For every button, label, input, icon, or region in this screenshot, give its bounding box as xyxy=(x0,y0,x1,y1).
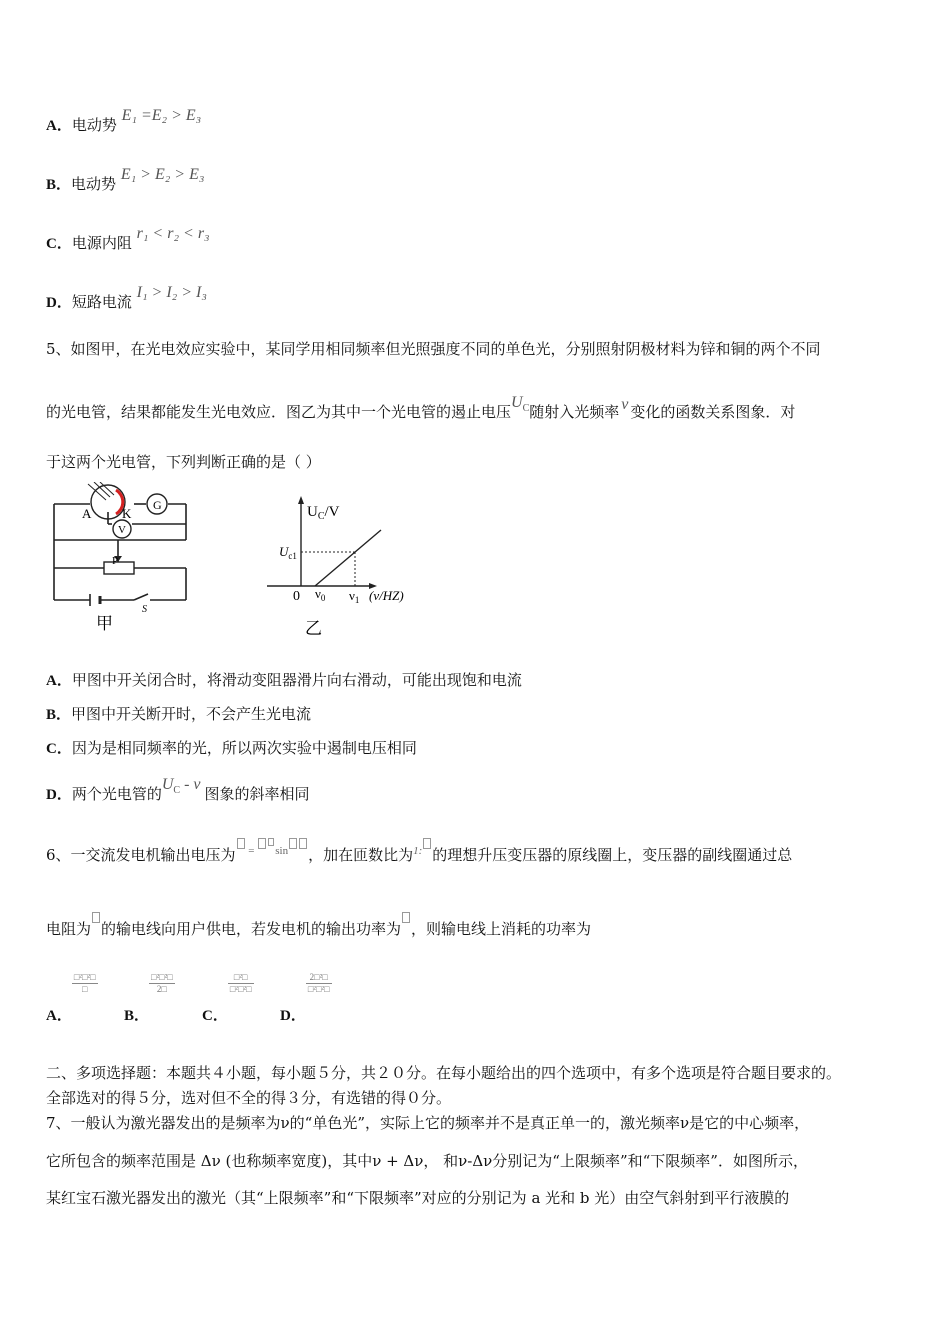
option-expr: I₁ > I₂ > I₃ xyxy=(136,284,207,301)
q4-option-d xyxy=(46,284,207,312)
q6-options xyxy=(46,972,358,1024)
option-fraction xyxy=(149,972,175,995)
nu0-subscript: 0 xyxy=(320,593,326,603)
q5-line-3: 于这两个光电管，下列判断正确的是（ ） xyxy=(46,453,321,471)
q7-line-1: 7、一般认为激光器发出的是频率为ν的“单色光”，实际上它的频率并不是真正单一的，激光频率ν是它的中心频率， xyxy=(46,1114,810,1132)
figure-caption-jia: 甲 xyxy=(96,614,113,632)
cathode-label: K xyxy=(122,506,132,521)
slider-label: P xyxy=(112,555,119,567)
expr-tail: - ν xyxy=(180,776,201,793)
switch-label: S xyxy=(142,604,147,615)
section2-line-1: 二、多项选择题：本题共４小题，每小题５分，共２０分。在每小题给出的四个选项中，有多个选项是符合题目要求的。 xyxy=(46,1064,842,1082)
uc-symbol xyxy=(511,394,530,415)
placeholder-box xyxy=(268,838,274,846)
q5-text: 随射入光频率 xyxy=(529,403,620,421)
ratio-text: 1: xyxy=(413,845,423,857)
y-axis-label xyxy=(307,504,340,522)
q6-text: 的理想升压变压器的原线圈上，变压器的副线圈通过总 xyxy=(432,846,793,864)
q5-option-b xyxy=(46,703,311,724)
option-label: A． xyxy=(46,673,72,689)
option-label: B． xyxy=(46,177,72,193)
uc1-subscript: c1 xyxy=(288,551,297,561)
q7-line-2: 它所包含的频率范围是 Δν (也称频率宽度)，其中ν + Δν， 和ν-Δν分别记为“上限频率”和“下限频率”．如图所示， xyxy=(46,1152,808,1170)
q6-option-b xyxy=(124,972,202,1024)
option-label: C． xyxy=(46,236,72,252)
y-axis-subscript: C xyxy=(317,511,325,522)
q6-line-2 xyxy=(46,918,591,939)
option-text: 电源内阻 xyxy=(71,234,132,252)
placeholder-box xyxy=(423,838,431,849)
anode-label: A xyxy=(82,506,92,521)
q6-text: ，则输电线上消耗的功率为 xyxy=(411,920,592,938)
option-label: C． xyxy=(202,1008,228,1024)
option-label: A． xyxy=(46,1008,72,1024)
option-expr: E₁ =E₂ > E₃ xyxy=(121,107,202,124)
q6-text: ，加在匝数比为 xyxy=(308,846,414,864)
fraction-numerator: 2□²□ xyxy=(306,972,332,984)
uc1-letter: U xyxy=(279,544,289,559)
q5-line-2 xyxy=(46,394,796,424)
placeholder-box xyxy=(289,838,297,849)
expr-letter: U xyxy=(161,776,174,793)
figure-graph xyxy=(265,494,425,640)
nu0-label xyxy=(315,586,326,603)
option-expr: E₁ > E₂ > E₃ xyxy=(120,166,205,183)
nu1-letter: ν xyxy=(349,588,355,603)
figure-circuit xyxy=(50,482,195,632)
section2-line-2: 全部选对的得５分，选对但不全的得３分，有选错的得０分。 xyxy=(46,1089,452,1107)
nu1-label xyxy=(349,588,359,605)
voltmeter-label: V xyxy=(118,524,126,536)
nu1-subscript: 1 xyxy=(354,595,360,605)
q5-option-a xyxy=(46,669,522,690)
q6-text: 电阻为 xyxy=(46,920,92,938)
q5-text: 的光电管，结果都能发生光电效应．图乙为其中一个光电管的遏止电压 xyxy=(46,403,512,421)
fraction-denominator: □²□²□ xyxy=(307,984,330,994)
option-expr xyxy=(161,776,201,797)
q5-line-1: 5、如图甲，在光电效应实验中，某同学用相同频率但光照强度不同的单色光，分别照射阴极材料为锌和铜的两个不同 xyxy=(46,340,821,358)
q5-option-d xyxy=(46,776,310,806)
q6-ratio xyxy=(413,845,432,857)
q6-voltage-expr: = sin xyxy=(236,845,309,857)
option-text: 图象的斜率相同 xyxy=(204,785,310,803)
origin-label: 0 xyxy=(293,589,300,604)
option-label: D． xyxy=(280,1008,306,1024)
option-label: D． xyxy=(46,787,72,803)
fraction-denominator: 2□ xyxy=(156,984,167,994)
q5-option-c xyxy=(46,737,417,758)
option-label: B． xyxy=(124,1008,150,1024)
placeholder-box xyxy=(258,838,266,849)
nu0-letter: ν xyxy=(315,586,321,601)
option-label: B． xyxy=(46,707,72,723)
nu-symbol: ν xyxy=(621,396,629,413)
option-label: D． xyxy=(46,295,72,311)
option-text: 两个光电管的 xyxy=(71,785,162,803)
fraction-numerator: □²□²□ xyxy=(73,972,96,982)
option-text: 电动势 xyxy=(71,175,117,193)
option-fraction xyxy=(228,972,254,995)
graph-line xyxy=(315,530,381,586)
y-axis-letter: U xyxy=(307,504,318,520)
option-text: 电动势 xyxy=(71,116,117,134)
y-axis-unit: /V xyxy=(324,504,340,520)
fraction-numerator: □²□ xyxy=(228,972,254,984)
option-text: 甲图中开关断开时，不会产生光电流 xyxy=(71,705,312,723)
fraction-denominator: □²□²□ xyxy=(229,984,252,994)
q4-option-a xyxy=(46,107,202,135)
expr-subscript: C xyxy=(173,785,181,797)
q6-option-c xyxy=(202,972,280,1024)
q6-text: 的输电线向用户供电，若发电机的输出功率为 xyxy=(101,920,402,938)
uc-letter: U xyxy=(511,394,523,411)
option-fraction xyxy=(72,972,98,995)
fraction-denominator: □ xyxy=(81,984,88,994)
uc1-label xyxy=(279,544,297,561)
galvanometer-label: G xyxy=(153,498,162,512)
q7-line-3: 某红宝石激光器发出的激光（其“上限频率”和“下限频率”对应的分别记为 a 光和 b 光）由空气斜射到平行液膜的 xyxy=(46,1189,790,1207)
option-label: C． xyxy=(46,741,72,757)
uc-subscript: C xyxy=(522,403,530,415)
option-label: A． xyxy=(46,118,72,134)
sin-text: sin xyxy=(275,845,289,857)
placeholder-box xyxy=(299,838,307,849)
q6-option-a xyxy=(46,972,124,1024)
q4-option-c xyxy=(46,225,210,253)
q5-text: 变化的函数关系图象．对 xyxy=(630,403,796,421)
figure-caption-yi: 乙 xyxy=(305,619,322,638)
option-text: 短路电流 xyxy=(71,293,132,311)
placeholder-box xyxy=(402,912,410,923)
q6-line-1 xyxy=(46,844,792,865)
q6-option-d xyxy=(280,972,358,1024)
x-axis-label: (ν/HZ) xyxy=(369,588,404,603)
option-text: 甲图中开关闭合时，将滑动变阻器滑片向右滑动，可能出现饱和电流 xyxy=(71,671,522,689)
option-expr: r₁ < r₂ < r₃ xyxy=(136,225,210,242)
placeholder-box xyxy=(237,838,245,849)
q6-text: 6、一交流发电机输出电压为 xyxy=(46,846,236,864)
option-fraction xyxy=(306,972,332,995)
y-axis-arrow xyxy=(298,496,304,504)
rheostat xyxy=(104,562,134,574)
option-text: 因为是相同频率的光，所以两次实验中遏制电压相同 xyxy=(71,739,417,757)
q4-option-b xyxy=(46,166,205,194)
fraction-numerator: □²□²□ xyxy=(151,972,173,982)
placeholder-box xyxy=(92,912,100,923)
